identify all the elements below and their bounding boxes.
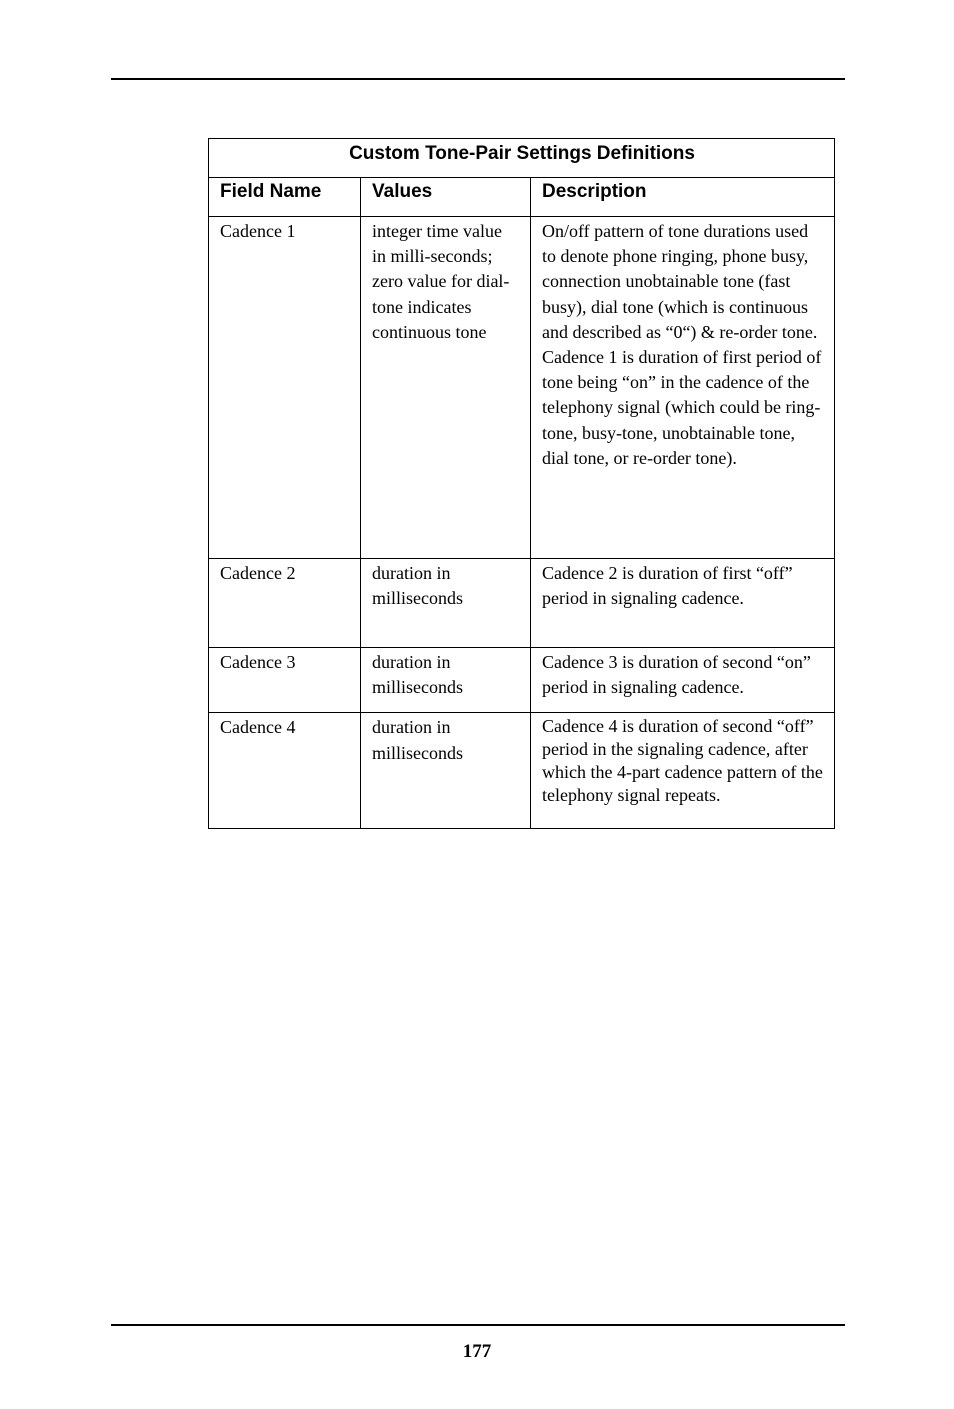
field-name-cell: Cadence 4 — [209, 713, 361, 829]
column-header-field-name: Field Name — [209, 178, 361, 217]
table-caption: Custom Tone-Pair Settings Definitions — [209, 139, 835, 178]
field-name-cell: Cadence 1 — [209, 217, 361, 559]
footer-rule — [111, 1324, 845, 1326]
description-cell: Cadence 4 is duration of second “off” period in the signaling cadence, after which the 4-part cadence pattern of the telephony signal repeats. — [531, 713, 835, 829]
tone-pair-definitions-table — [208, 138, 835, 829]
column-header-description: Description — [531, 178, 835, 217]
page-number: 177 — [462, 1341, 492, 1362]
values-cell: duration in milliseconds — [361, 648, 531, 713]
values-cell: integer time value in milli-seconds; zero value for dial-tone indicates continuous tone — [361, 217, 531, 559]
table-row — [209, 713, 835, 829]
description-cell: Cadence 3 is duration of second “on” period in signaling cadence. — [531, 648, 835, 713]
field-name-cell: Cadence 3 — [209, 648, 361, 713]
table-row — [209, 648, 835, 713]
table-row — [209, 217, 835, 559]
table-caption-row — [209, 139, 835, 178]
table-header-row — [209, 178, 835, 217]
description-cell: On/off pattern of tone durations used to denote phone ringing, phone busy, connection unobtainable tone (fast busy), dial tone (which is continuous and described as “0“) & re-order tone. Cadence 1 is duration of first period of tone being “on” in the cadence of the telephony signal (which could be ring-tone, busy-tone, unobtainable tone, dial tone, or re-order tone). — [531, 217, 835, 559]
column-header-values: Values — [361, 178, 531, 217]
values-cell: duration in milliseconds — [361, 559, 531, 648]
field-name-cell: Cadence 2 — [209, 559, 361, 648]
header-rule — [111, 78, 845, 80]
table-row — [209, 559, 835, 648]
values-cell: duration in milliseconds — [361, 713, 531, 829]
description-cell: Cadence 2 is duration of first “off” period in signaling cadence. — [531, 559, 835, 648]
